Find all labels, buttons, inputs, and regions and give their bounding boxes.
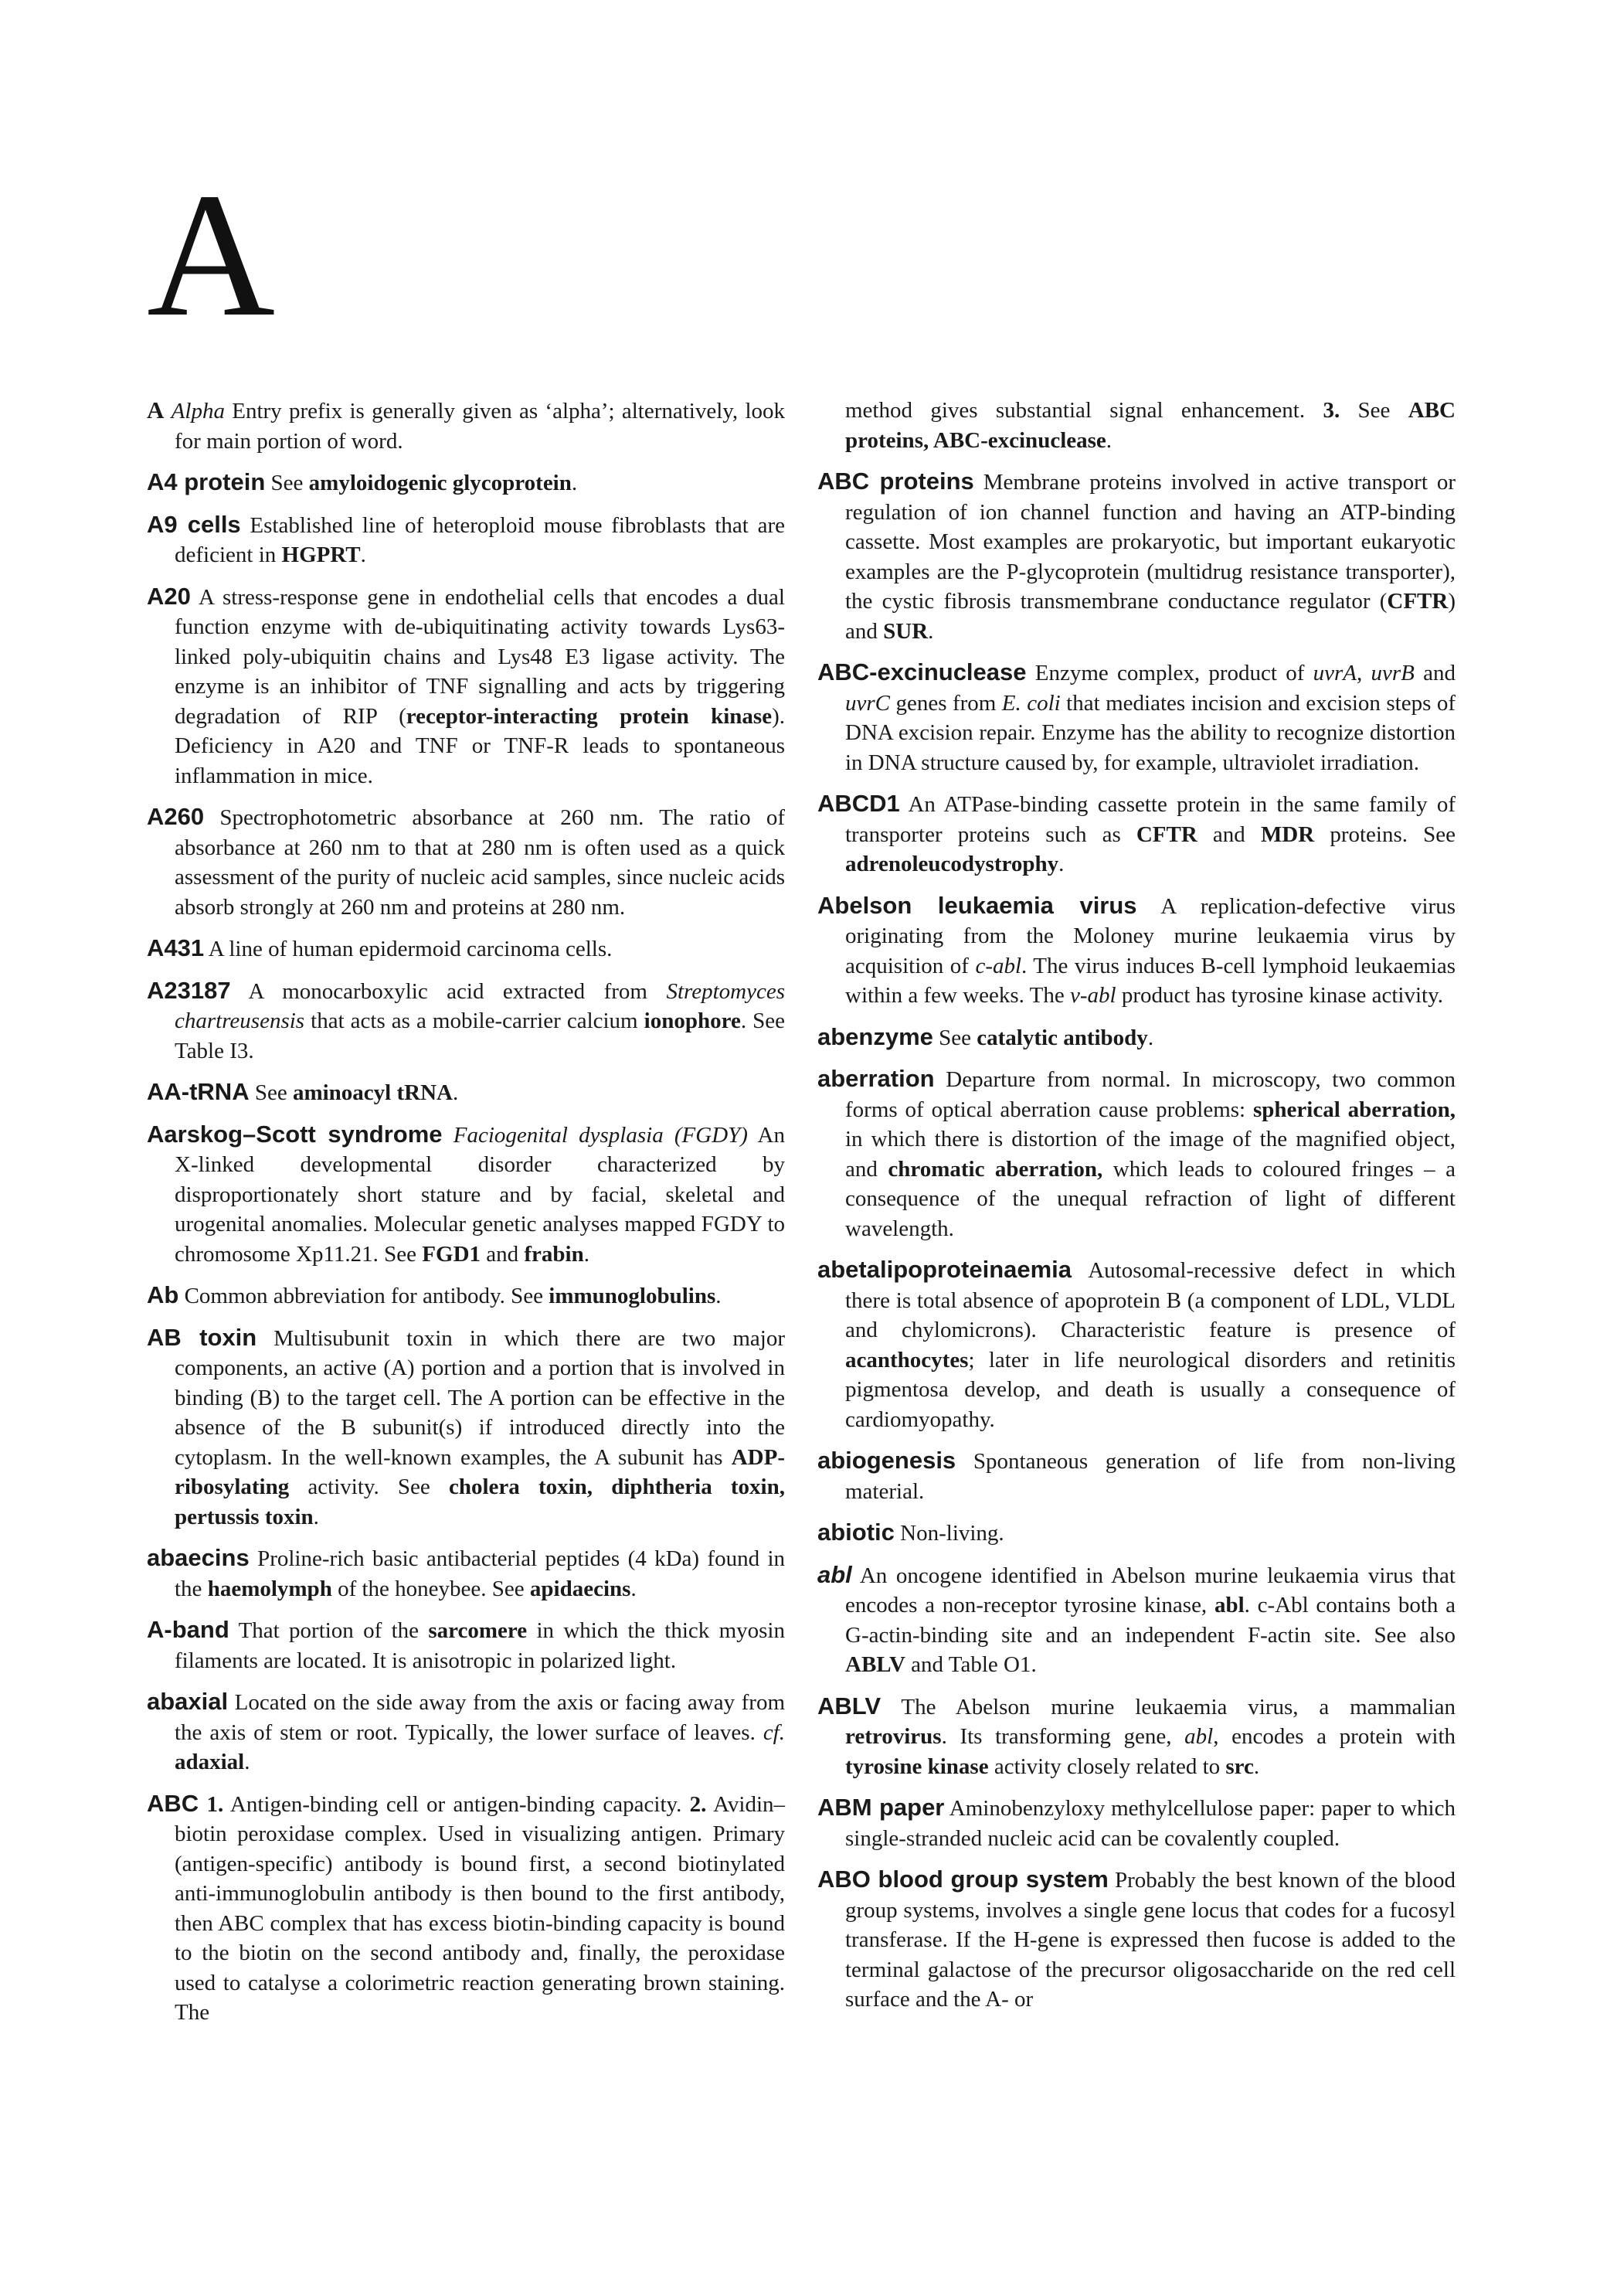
entry-abl: abl An oncogene identified in Abelson murine leukaemia virus that encodes a non-receptor tyrosine kinase, abl. c-Abl contains both a G-actin-binding site and an independent F-actin site. See also ABLV and Table O1. xyxy=(817,1560,1456,1677)
cross-reference: adaxial xyxy=(175,1750,245,1774)
headword: abetalipoproteinaemia xyxy=(817,1256,1072,1283)
entry-abaxial: abaxial Located on the side away from the axis or facing away from the axis of stem or root. Typically, the lower surface of leaves. cf. adaxial. xyxy=(147,1688,785,1774)
headword: A431 xyxy=(147,934,205,961)
cross-reference: SUR xyxy=(883,618,929,644)
cross-reference: amyloidogenic glycoprotein xyxy=(308,471,572,495)
cross-reference: CFTR xyxy=(1136,821,1197,847)
entry-a4-protein: A4 protein See amyloidogenic glycoprotein. xyxy=(147,468,578,495)
right-column xyxy=(817,396,1456,2026)
entry-abc-proteins: ABC proteins Membrane proteins involved in active transport or regulation of ion channel function and having an ATP-binding cassette. Most examples are prokaryotic, but important eukaryotic examples are the P-glycoprotein (multidrug resistance transporter), the cystic fibrosis transmembrane conductance regulator (CFTR) and SUR. xyxy=(817,468,1456,644)
cross-reference: HGPRT xyxy=(281,543,361,567)
entry-abaecins: abaecins Proline-rich basic antibacterial peptides (4 kDa) found in the haemolymph of the honeybee. See apidaecins. xyxy=(147,1544,785,1601)
cross-reference: ADP-ribosylating xyxy=(175,1444,785,1499)
headword: A9 cells xyxy=(147,510,241,538)
cross-reference: abl xyxy=(1214,1593,1245,1617)
entry-a23187: A23187 A monocarboxylic acid extracted from Streptomyces chartreusensis that acts as a mobile-carrier calcium ionophore. See Table I3. xyxy=(147,976,785,1063)
entry-abiotic: abiotic Non-living. xyxy=(817,1519,1004,1546)
cross-reference: ionophore xyxy=(644,1009,741,1033)
cross-reference: chromatic aberration, xyxy=(888,1156,1103,1182)
headword: ABLV xyxy=(817,1692,882,1719)
cross-reference: frabin xyxy=(524,1241,584,1267)
entry-a260: A260 Spectrophotometric absorbance at 260 nm. The ratio of absorbance at 260 nm to that at 280 nm is often used as a quick assessment of the purity of nucleic acid samples, since nucleic acids absorb strongly at 260 nm and proteins at 280 nm. xyxy=(147,803,785,920)
headword: ABCD1 xyxy=(817,790,900,817)
left-column xyxy=(147,396,785,2039)
cross-reference: ABLV xyxy=(845,1652,905,1677)
entry-ab: Ab Common abbreviation for antibody. See immunoglobulins. xyxy=(147,1281,722,1308)
entry-a-band: A-band That portion of the sarcomere in which the thick myosin filaments are located. It is anisotropic in polarized light. xyxy=(147,1616,785,1673)
entry-ablv: ABLV The Abelson murine leukaemia virus, a mammalian retrovirus. Its transforming gene, abl, encodes a protein with tyrosine kinase activity closely related to src. xyxy=(817,1692,1456,1779)
cross-reference: CFTR xyxy=(1387,589,1449,614)
headword: A-band xyxy=(147,1616,229,1643)
headword: ABM paper xyxy=(817,1794,945,1821)
entry-a431: A431 A line of human epidermoid carcinoma cells. xyxy=(147,934,613,961)
entry-a20: A20 A stress-response gene in endothelial cells that encodes a dual function enzyme with de-ubiquitinating activity towards Lys63-linked poly-ubiquitin chains and Lys48 E3 ligase activity. The enzyme is an inhibitor of TNF signalling and acts by triggering degradation of RIP (receptor-interacting protein kinase). Deficiency in A20 and TNF or TNF-R leads to spontaneous inflammation in mice. xyxy=(147,582,785,788)
cross-reference: sarcomere xyxy=(428,1618,528,1643)
entry-abo-blood-group-system: ABO blood group system Probably the best known of the blood group systems, involves a single gene locus that codes for a fucosyl transferase. If the H-gene is expressed then fucose is added to the terminal galactose of the precursor oligosaccharide on the red cell surface and the A- or xyxy=(817,1866,1456,2012)
cross-reference: retrovirus xyxy=(845,1724,942,1749)
headword: AA-tRNA xyxy=(147,1078,250,1105)
headword: abaxial xyxy=(147,1688,229,1715)
entry-a: A Alpha Entry prefix is generally given as ‘alpha’; alternatively, look for main portion of word. xyxy=(147,396,785,454)
headword: A260 xyxy=(147,803,205,830)
chapter-letter: A xyxy=(147,156,276,353)
entry-aberration: aberration Departure from normal. In microscopy, two common forms of optical aberration cause problems: spherical aberration, in which there is distortion of the image of the magnified object, and chromatic aberration, which leads to coloured fringes – a consequence of the unequal refraction of light of different wavelength. xyxy=(817,1065,1456,1241)
headword: ABC xyxy=(147,1789,199,1817)
cross-reference: receptor-interacting protein kinase xyxy=(406,703,773,729)
headword: A20 xyxy=(147,582,191,610)
entry-aarskog-scott-syndrome: Aarskog–Scott syndrome Faciogenital dysplasia (FGDY) An X-linked developmental disorder characterized by disproportionately short stature and by facial, skeletal and urogenital anomalies. Molecular genetic analyses mapped FGDY to chromosome Xp11.21. See FGD1 and frabin. xyxy=(147,1120,786,1267)
cross-reference: cholera toxin, diphtheria toxin, pertussis toxin xyxy=(175,1475,785,1529)
cross-reference: aminoacyl tRNA xyxy=(292,1080,453,1105)
entry-abetalipoproteinaemia: abetalipoproteinaemia Autosomal-recessive defect in which there is total absence of apoprotein B (a component of LDL, VLDL and chylomicrons). Characteristic feature is presence of acanthocytes; later in life neurological disorders and retinitis pigmentosa develop, and death is usually a consequence of cardiomyopathy. xyxy=(817,1256,1456,1432)
entry-abiogenesis: abiogenesis Spontaneous generation of life from non-living material. xyxy=(817,1447,1456,1504)
headword: A23187 xyxy=(147,976,231,1004)
cross-reference: immunoglobulins xyxy=(549,1284,716,1308)
headword: ABC proteins xyxy=(817,468,974,495)
headword: ABC-excinuclease xyxy=(817,658,1027,685)
headword: AB toxin xyxy=(147,1323,257,1351)
entry-a9-cells: A9 cells Established line of heteroploid mouse fibroblasts that are deficient in HGPRT. xyxy=(147,510,785,567)
headword: ABO blood group system xyxy=(817,1866,1109,1893)
headword: abenzyme xyxy=(817,1022,933,1050)
entry-abc-excinuclease: ABC-excinuclease Enzyme complex, product of uvrA, uvrB and uvrC genes from E. coli that mediates incision and excision steps of DNA excision repair. Enzyme has the ability to recognize distortion in DNA structure caused by, for example, ultraviolet irradiation. xyxy=(817,658,1456,775)
cross-reference: FGD1 xyxy=(422,1241,481,1267)
headword: Aarskog–Scott syndrome xyxy=(147,1120,443,1148)
entry-aa-trna: AA-tRNA See aminoacyl tRNA. xyxy=(147,1078,459,1105)
cross-reference: acanthocytes xyxy=(845,1347,969,1372)
cross-reference: MDR xyxy=(1260,821,1315,847)
headword: A4 protein xyxy=(147,468,266,495)
cross-reference: ABC proteins, ABC-excinuclease xyxy=(845,398,1456,453)
entry-abcd1: ABCD1 An ATPase-binding cassette protein in the same family of transporter proteins such as CFTR and MDR proteins. See adrenoleucodystrophy. xyxy=(817,790,1456,876)
cross-reference: tyrosine kinase xyxy=(845,1753,989,1779)
cross-reference: catalytic antibody xyxy=(977,1025,1148,1050)
headword: abaecins xyxy=(147,1544,250,1571)
cross-reference: src xyxy=(1225,1753,1254,1779)
headword: Ab xyxy=(147,1281,179,1308)
headword: abl xyxy=(817,1560,852,1588)
entry-abm-paper: ABM paper Aminobenzyloxy methylcellulose paper: paper to which single-stranded nucleic acid can be covalently coupled. xyxy=(817,1794,1456,1851)
cross-reference: apidaecins xyxy=(529,1576,631,1601)
entry-abc-continued: method gives substantial signal enhancement. 3. See ABC proteins, ABC-excinuclease. xyxy=(845,398,1456,453)
entry-abc: ABC 1. Antigen-binding cell or antigen-binding capacity. 2. Avidin–biotin peroxidase complex. Used in visualizing antigen. Primary (antigen-specific) antibody is bound first, a second biotinylated anti-immunoglobulin antibody is then bound to the first antibody, then ABC complex that has excess biotin-binding capacity is bound to the biotin on the second antibody and, finally, the peroxidase used to catalyse a colorimetric reaction generating brown staining. The xyxy=(147,1789,785,2025)
entry-ab-toxin: AB toxin Multisubunit toxin in which there are two major components, an active (A) portion and a portion that is involved in binding (B) to the target cell. The A portion can be effective in the absence of the B subunit(s) if introduced directly into the cytoplasm. In the well-known examples, the A subunit has ADP-ribosylating activity. See cholera toxin, diphtheria toxin, pertussis toxin. xyxy=(147,1323,785,1529)
headword: A xyxy=(147,396,165,423)
entry-abelson-leukaemia-virus: Abelson leukaemia virus A replication-defective virus originating from the Moloney murine leukaemia virus by acquisition of c-abl. The virus induces B-cell lymphoid leukaemias within a few weeks. The v-abl product has tyrosine kinase activity. xyxy=(817,891,1456,1008)
headword: abiogenesis xyxy=(817,1447,956,1474)
entry-abenzyme: abenzyme See catalytic antibody. xyxy=(817,1022,1154,1050)
cross-reference: adrenoleucodystrophy xyxy=(845,852,1059,876)
headword: abiotic xyxy=(817,1519,895,1546)
headword: Abelson leukaemia virus xyxy=(817,891,1137,919)
cross-reference: haemolymph xyxy=(207,1576,332,1601)
cross-reference: spherical aberration, xyxy=(1253,1097,1456,1122)
headword: aberration xyxy=(817,1065,935,1092)
